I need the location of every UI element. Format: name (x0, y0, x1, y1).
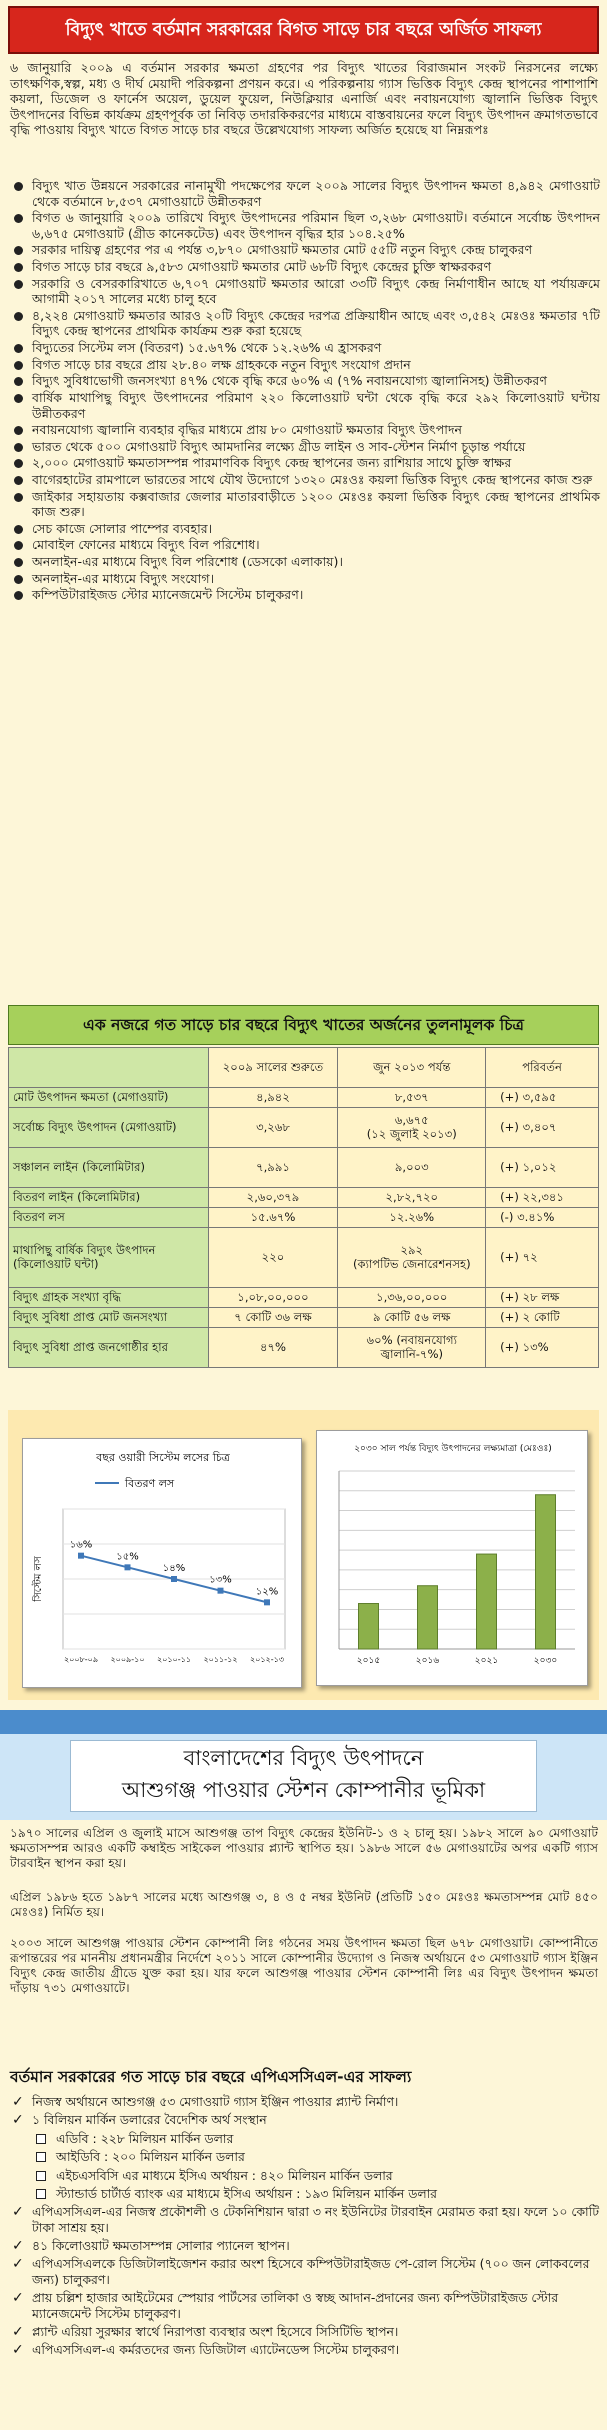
achievement-item (10, 554, 600, 570)
success-item-text: স্ট্যান্ডার্ড চার্টার্ড ব্যাংক এর মাধ্যমে ইসিএ অর্থায়ন : ১৯৩ মিলিয়ন মার্কিন ডলার (56, 2185, 437, 2201)
checkmark-icon: ✓ (12, 2238, 24, 2254)
section2-title-line2: আশুগঞ্জ পাওয়ার স্টেশন কোম্পানীর ভূমিকা (121, 1777, 486, 1802)
checkmark-icon: ✓ (12, 2204, 24, 2221)
cell-2009: ২২০ (208, 1228, 338, 1288)
achievement-text: সেচ কাজে সোলার পাম্পের ব্যবহার। (32, 520, 213, 536)
achievement-text: কম্পিউটারাইজড স্টোর ম্যানেজমেন্ট সিস্টেম চালুকরণ। (32, 587, 304, 603)
x-tick-label: ২০০৮-০৯ (63, 1655, 99, 1664)
bullet-icon (14, 263, 23, 272)
achievement-text: সরকার দায়িত্ব গ্রহণের পর এ পর্যন্ত ৩,৮৭০ মেগাওয়াট ক্ষমতার মোট ৫৫টি নতুন বিদ্যুৎ কেন্দ্র চালুকরণ (32, 242, 533, 258)
achievement-text: বিগত সাড়ে চার বছরে ৯,৫৮৩ মেগাওয়াট ক্ষমতার মোট ৬৮টি বিদ্যুৎ কেন্দ্রের চুক্তি স্বাক্ষরকরণ (32, 259, 492, 275)
comparison-table (8, 1047, 599, 1368)
system-loss-chart-svg (23, 1439, 303, 1689)
checkbox-icon (36, 2152, 46, 2162)
success-item (10, 2168, 600, 2183)
section2-top-bar (0, 1710, 607, 1734)
success-item-text: এইচএসবিসি এর মাধ্যমে ইসিএ অর্থায়ন : ৪২০ মিলিয়ন মার্কিন ডলার (56, 2167, 393, 2183)
x-tick-label: ২০১১-১২ (203, 1655, 238, 1664)
bullet-icon (14, 394, 23, 403)
achievement-item (10, 537, 600, 553)
achievements-list (10, 178, 600, 604)
chart-title: ২০৩০ সাল পর্যন্ত বিদ্যুৎ উৎপাদনের লক্ষ্যমাত্রা (মেঃওঃ) (354, 1444, 552, 1454)
checkmark-icon: ✓ (12, 2342, 24, 2359)
achievement-item (10, 587, 600, 603)
success-item (10, 2290, 600, 2321)
success-item-text: এডিবি : ২২৮ মিলিয়ন মার্কিন ডলার (56, 2130, 234, 2146)
bullet-icon (14, 377, 23, 386)
success-item-text: ১ বিলিয়ন মার্কিন ডলারের বৈদেশিক অর্থ সংস্থান (32, 2112, 267, 2128)
achievement-text: নবায়নযোগ্য জ্বালানি ব্যবহার বৃদ্ধির মাধ্যমে প্রায় ৮০ মেগাওয়াট ক্ষমতার বিদ্যুৎ উৎপাদন (32, 422, 463, 438)
success-item-text: এপিএসসিএল-এ কর্মরতদের জন্য ডিজিটাল এ্যাটেনডেন্স সিস্টেম চালুকরণ। (32, 2342, 400, 2358)
achievement-item (10, 571, 600, 587)
page-title: বিদ্যুৎ খাতে বর্তমান সরকারের বিগত সাড়ে চার বছরে অর্জিত সাফল্য (8, 6, 599, 54)
x-tick-label: ২০০৯-১০ (110, 1655, 145, 1664)
success-item (10, 2112, 600, 2127)
table-row (9, 1088, 599, 1108)
y-axis-label: সিস্টেম লস (33, 1556, 44, 1602)
table-header-change: পরিবর্তন (486, 1048, 599, 1088)
data-label: ১৫% (116, 1551, 139, 1563)
generation-target-chart-svg (317, 1431, 589, 1687)
success-item (10, 2149, 600, 2164)
legend-label: বিতরণ লস (125, 1477, 175, 1490)
row-label: মোট উৎপাদন ক্ষমতা (মেগাওয়াট) (9, 1088, 209, 1108)
achievement-item (10, 178, 600, 209)
achievement-item (10, 472, 600, 488)
cell-change: (+) ২২,৩৪১ (486, 1188, 599, 1208)
data-point (264, 1599, 270, 1605)
checkbox-icon (36, 2171, 46, 2181)
cell-2013: ৬০% (নবায়নযোগ্য জ্বালানি-৭%) (338, 1328, 486, 1368)
achievement-text: অনলাইন-এর মাধ্যমে বিদ্যুৎ বিল পরিশোধ (ডেসকো এলাকায়)। (32, 554, 343, 570)
cell-2013: ১,৩৬,০০,০০০ (338, 1288, 486, 1308)
data-point (125, 1564, 131, 1570)
cell-2009: ১৫.৬৭% (208, 1208, 338, 1228)
achievement-item (10, 439, 600, 455)
row-label: সঞ্চালন লাইন (কিলোমিটার) (9, 1148, 209, 1188)
checkmark-icon: ✓ (12, 2094, 24, 2110)
cell-2009: ৪,৯৪২ (208, 1088, 338, 1108)
achievement-text: বার্ষিক মাথাপিছু বিদ্যুৎ উৎপাদনের পরিমাণ ২২০ কিলোওয়াট ঘন্টা থেকে বৃদ্ধি করে ২৯২ কিলোওয়াট ঘন্টায় উন্নীতকরণ (32, 389, 600, 421)
success-item-text: আইডিবি : ২০০ মিলিয়ন মার্কিন ডলার (56, 2149, 245, 2165)
achievement-text: বিদ্যুৎ খাত উন্নয়নে সরকারের নানামুখী পদক্ষেপের ফলে ২০০৯ সালের বিদ্যুৎ উৎপাদন ক্ষমতা ৪,৯৪২ মেগাওয়াট থেকে বর্তমানে ৮,৫৩৭ মেগাওয়াটে উন্নীতকরণ (32, 178, 600, 209)
row-label: বিদ্যুৎ সুবিধা প্রাপ্ত মোট জনসংখ্যা (9, 1308, 209, 1328)
x-tick-label: ২০১৫ (356, 1656, 381, 1666)
cell-2013: ২,৮২,৭২০ (338, 1188, 486, 1208)
success-item (10, 2131, 600, 2146)
achievement-item (10, 390, 600, 421)
achievement-text: বিদ্যুৎ সুবিধাভোগী জনসংখ্যা ৪৭% থেকে বৃদ্ধি করে ৬০% এ (৭% নবায়নযোগ্য জ্বালানিসহ) উন্নীতকরণ (32, 373, 547, 389)
achievement-text: মোবাইল ফোনের মাধ্যমে বিদ্যুৎ বিল পরিশোধ। (32, 537, 260, 553)
bullet-icon (14, 591, 23, 600)
table-row (9, 1188, 599, 1208)
bullet-icon (14, 575, 23, 584)
section2-title-line1: বাংলাদেশের বিদ্যুৎ উৎপাদনে (183, 1746, 424, 1770)
bullet-icon (14, 459, 23, 468)
bullet-icon (14, 525, 23, 534)
achievement-text: সরকারি ও বেসরকারিখাতে ৬,৭০৭ মেগাওয়াট ক্ষমতার আরো ৩৩টি বিদ্যুৎ কেন্দ্র নির্মাণাধীন আছে যা পর্যায়ক্রমে আগামী ২০১৭ সালের মধ্যে চালু হবে (32, 275, 600, 307)
table-row (9, 1308, 599, 1328)
data-point (78, 1553, 84, 1559)
cell-2013: ১২.২৬% (338, 1208, 486, 1228)
achievement-text: বিগত ৬ জানুয়ারি ২০০৯ তারিখে বিদ্যুৎ উৎপাদনের পরিমান ছিল ৩,২৬৮ মেগাওয়াট। বর্তমানে সর্বোচ্চ উৎপাদন ৬,৬৭৫ মেগাওয়াট (গ্রীড কানেকটেড) এবং উৎপাদন বৃদ্ধির হার ১০৪.২৫% (32, 210, 600, 241)
achievement-item (10, 276, 600, 307)
achievement-text: ভারত থেকে ৫০০ মেগাওয়াট বিদ্যুৎ আমদানির লক্ষ্যে গ্রীড লাইন ও সাব-স্টেশন নির্মাণ চূড়ান্ত পর্যায়ে (32, 438, 526, 454)
checkmark-icon: ✓ (12, 2290, 24, 2307)
achievement-item (10, 455, 600, 471)
achievement-item (10, 210, 600, 241)
row-label: বিদ্যুৎ গ্রাহক সংখ্যা বৃদ্ধি (9, 1288, 209, 1308)
achievement-item (10, 259, 600, 275)
data-label: ১৪% (162, 1563, 186, 1574)
success-item-text: ৪১ কিলোওয়াট ক্ষমতাসম্পন্ন সোলার প্যানেল স্থাপন। (32, 2238, 290, 2253)
cell-2009: ১,০৮,০০,০০০ (208, 1288, 338, 1308)
bullet-icon (14, 182, 23, 191)
cell-change: (+) ৩,৫৯৫ (486, 1088, 599, 1108)
success-item (10, 2256, 600, 2287)
table-header-2009: ২০০৯ সালের শুরুতে (208, 1048, 338, 1088)
bullet-icon (14, 344, 23, 353)
cell-2013: ৯ কোটি ৫৬ লক্ষ (338, 1308, 486, 1328)
x-tick-label: ২০১০-১১ (156, 1655, 192, 1664)
cell-2013: ৯,০০৩ (338, 1148, 486, 1188)
success-item (10, 2342, 600, 2357)
table-row (9, 1108, 599, 1148)
x-tick-label: ২০৩০ (533, 1656, 558, 1666)
achievement-text: জাইকার সহায়তায় কক্সবাজার জেলার মাতারবাড়ীতে ১২০০ মেঃওঃ কয়লা ভিত্তিক বিদ্যুৎ কেন্দ্র স্থাপনের প্রাথমিক কাজ শুরু। (32, 488, 600, 520)
success-item (10, 2204, 600, 2235)
comparison-table-title: এক নজরে গত সাড়ে চার বছরে বিদ্যুৎ খাতের অর্জনের তুলনামূলক চিত্র (8, 1005, 599, 1045)
checkmark-icon: ✓ (12, 2323, 24, 2340)
achievement-item (10, 489, 600, 520)
achievement-text: ৪,২২৪ মেগাওয়াট ক্ষমতার আরও ২০টি বিদ্যুৎ কেন্দ্রের দরপত্র প্রক্রিয়াধীন আছে এবং ৩,৫৪২ মেঃওঃ ক্ষমতার ৭টি বিদ্যুৎ কেন্দ্র স্থাপনের প্রাথমিক কার্যক্রম শুরু করা হয়েছে (32, 307, 600, 339)
achievement-item (10, 242, 600, 258)
bullet-icon (14, 558, 23, 567)
apscl-success-title: বর্তমান সরকারের গত সাড়ে চার বছরে এপিএসসিএল-এর সাফল্য (10, 2068, 412, 2086)
data-point (171, 1576, 177, 1582)
bar (418, 1586, 438, 1649)
success-item (10, 2094, 600, 2109)
bullet-icon (14, 443, 23, 452)
table-header-2013: জুন ২০১৩ পর্যন্ত (338, 1048, 486, 1088)
achievement-text: বিগত সাড়ে চার বছরে প্রায় ২৮.৪০ লক্ষ গ্রাহককে নতুন বিদ্যুৎ সংযোগ প্রদান (32, 356, 411, 372)
bullet-icon (14, 426, 23, 435)
bullet-icon (14, 280, 23, 289)
cell-2009: ৩,২৬৮ (208, 1108, 338, 1148)
x-tick-label: ২০২১ (474, 1656, 499, 1666)
bullet-icon (14, 361, 23, 370)
bullet-icon (14, 214, 23, 223)
bullet-icon (14, 541, 23, 550)
row-label: সর্বোচ্চ বিদ্যুৎ উৎপাদন (মেগাওয়াট) (9, 1108, 209, 1148)
bar (359, 1604, 379, 1649)
row-label: বিতরণ লস (9, 1208, 209, 1228)
achievement-item (10, 422, 600, 438)
table-row (9, 1328, 599, 1368)
bullet-icon (14, 246, 23, 255)
cell-2013: ৬,৬৭৫ (১২ জুলাই ২০১৩) (338, 1108, 486, 1148)
cell-change: (-) ৩.৪১% (486, 1208, 599, 1228)
bullet-icon (14, 312, 23, 321)
generation-target-chart (316, 1430, 588, 1686)
success-item (10, 2186, 600, 2201)
cell-change: (+) ৩,৪০৭ (486, 1108, 599, 1148)
apscl-success-list (10, 2094, 600, 2361)
data-point (218, 1588, 224, 1594)
section2-paragraph-2: এপ্রিল ১৯৮৬ হতে ১৯৮৭ সালের মধ্যে আশুগঞ্জ ৩, ৪ ও ৫ নম্বর ইউনিট (প্রতিটি ১৫০ মেঃওঃ ক্ষমতাসম্পন্ন মোট ৪৫০ মেঃওঃ) নির্মিত হয়। (10, 1890, 598, 1919)
bar (477, 1554, 497, 1649)
x-tick-label: ২০১৬ (415, 1656, 440, 1666)
table-row (9, 1148, 599, 1188)
row-label: বিদ্যুৎ সুবিধা প্রাপ্ত জনগোষ্ঠীর হার (9, 1328, 209, 1368)
cell-2009: ৭,৯৯১ (208, 1148, 338, 1188)
cell-2009: ৪৭% (208, 1328, 338, 1368)
achievement-item (10, 340, 600, 356)
cell-2009: ৭ কোটি ৩৬ লক্ষ (208, 1308, 338, 1328)
achievement-item (10, 521, 600, 537)
data-label: ১৩% (209, 1574, 232, 1586)
cell-change: (+) ২ কোটি (486, 1308, 599, 1328)
cell-change: (+) ২৮ লক্ষ (486, 1288, 599, 1308)
cell-change: (+) ৭২ (486, 1228, 599, 1288)
row-label: মাথাপিছু বার্ষিক বিদ্যুৎ উৎপাদন (কিলোওয়াট ঘন্টা) (9, 1228, 209, 1288)
bullet-icon (14, 493, 23, 502)
success-item-text: নিজস্ব অর্থায়নে আশুগঞ্জ ৫৩ মেগাওয়াট গ্যাস ইঞ্জিন পাওয়ার প্ল্যান্ট নির্মাণ। (32, 2094, 399, 2109)
charts-area (8, 1410, 599, 1700)
system-loss-chart (22, 1438, 302, 1688)
success-item-text: প্রায় চল্লিশ হাজার আইটেমের স্পেয়ার পার্টসের তালিকা ও স্বচ্ছ আদান-প্রদানের জন্য কম্পিউটারাইজড স্টোর ম্যানেজমেন্ট সিস্টেম চালুকরণ। (32, 2290, 559, 2321)
achievement-text: ২,০০০ মেগাওয়াট ক্ষমতাসম্পন্ন পারমাণবিক বিদ্যুৎ কেন্দ্র স্থাপনের জন্য রাশিয়ার সাথে চুক্তি স্বাক্ষর (32, 455, 512, 471)
x-tick-label: ২০১২-১৩ (249, 1655, 285, 1664)
cell-change: (+) ১৩% (486, 1328, 599, 1368)
achievement-text: অনলাইন-এর মাধ্যমে বিদ্যুৎ সংযোগ। (32, 570, 215, 586)
achievement-text: বিদ্যুতের সিস্টেম লস (বিতরণ) ১৫.৬৭% থেকে ১২.২৬% এ হ্রাসকরণ (32, 340, 382, 356)
table-row (9, 1288, 599, 1308)
achievement-item (10, 373, 600, 389)
success-item (10, 2324, 600, 2339)
intro-paragraph: ৬ জানুয়ারি ২০০৯ এ বর্তমান সরকার ক্ষমতা গ্রহণের পর বিদ্যুৎ খাতের বিরাজমান সংকট নিরসনের লক্ষ্যে তাৎক্ষণিক,স্বল্প, মধ্য ও দীর্ঘ মেয়াদী পরিকল্পনা প্রণয়ন করে। এ পরিকল্পনায় গ্যাস ভিত্তিক বিদ্যুৎ কেন্দ্র স্থাপনের পাশাপাশি কয়লা, ডিজেল ও ফার্নেস অয়েল, ডুয়েল ফুয়েল, নিউক্লিয়ার এনার্জি এবং নবায়নযোগ্য জ্বালানি ভিত্তিক বিদ্যুৎ উৎপাদনের বিভিন্ন কার্যক্রম গ্রহণপূর্বক তা নিবিড় তদারকিকরণের মাধ্যমে বাস্তবায়নের ফলে বিদ্যুৎ উৎপাদন ক্রমাগতভাবে বৃদ্ধি পাওয়ায় বিদ্যুৎ খাতে বিগত সাড়ে চার বছরে উল্লেখযোগ্য সাফল্য অর্জিত হয়েছে যা নিম্নরূপঃ (10, 60, 598, 138)
section2-paragraph-3: ২০০৩ সালে আশুগঞ্জ পাওয়ার স্টেশন কোম্পানী লিঃ গঠনের সময় উৎপাদন ক্ষমতা ছিল ৬৭৮ মেগাওয়াট। কোম্পানীতে রূপান্তরের পর মাননীয় প্রধানমন্ত্রীর নির্দেশে ২০১১ সালে কোম্পানীর উদ্যোগ ও নিজস্ব অর্থায়নে ৫৩ মেগাওয়াট গ্যাস ইঞ্জিন বিদ্যুৎ কেন্দ্র জাতীয় গ্রীডে যুক্ত করা হয়। যার ফলে আশুগঞ্জ পাওয়ার স্টেশন কোম্পানী লিঃ এর বিদ্যুৎ উৎপাদন ক্ষমতা দাঁড়ায় ৭৩১ মেগাওয়াটে। (10, 1936, 598, 1995)
table-header-label (9, 1048, 209, 1088)
data-label: ১২% (255, 1586, 279, 1598)
success-item (10, 2238, 600, 2253)
achievement-text: বাগেরহাটের রামপালে ভারতের সাথে যৌথ উদ্যোগে ১৩২০ মেঃওঃ কয়লা ভিত্তিক বিদ্যুৎ কেন্দ্র স্থাপনের কাজ শুরু (32, 471, 593, 487)
achievement-item (10, 357, 600, 373)
cell-2013: ২৯২ (ক্যাপটিভ জেনারেশনসহ) (338, 1228, 486, 1288)
cell-2009: ২,৬০,৩৭৯ (208, 1188, 338, 1208)
row-label: বিতরণ লাইন (কিলোমিটার) (9, 1188, 209, 1208)
cell-change: (+) ১,০১২ (486, 1148, 599, 1188)
cell-2013: ৮,৫৩৭ (338, 1088, 486, 1108)
achievement-item (10, 308, 600, 339)
section2-title (70, 1740, 537, 1812)
checkbox-icon (36, 2134, 46, 2144)
success-item-text: এপিএসসিএলকে ডিজিটালাইজেশন করার অংশ হিসেবে কম্পিউটারাইজড পে-রোল সিস্টেম (৭০০ জন লোকবলের জন্য) চালুকরণ। (32, 2256, 590, 2287)
success-item-text: প্ল্যান্ট এরিয়া সুরক্ষার স্বার্থে নিরাপত্তা ব্যবস্থার অংশ হিসেবে সিসিটিভি স্থাপন। (32, 2323, 399, 2339)
bar (536, 1495, 556, 1649)
chart-title: বছর ওয়ারী সিস্টেম লসের চিত্র (96, 1451, 230, 1464)
checkmark-icon: ✓ (12, 2256, 24, 2273)
checkmark-icon: ✓ (12, 2112, 24, 2129)
table-row (9, 1208, 599, 1228)
data-label: ১৬% (69, 1539, 93, 1551)
section2-paragraph-1: ১৯৭০ সালের এপ্রিল ও জুলাই মাসে আশুগঞ্জ তাপ বিদ্যুৎ কেন্দ্রের ইউনিট-১ ও ২ চালু হয়। ১৯৮২ সালে ৯০ মেগাওয়াট ক্ষমতাসম্পন্ন আরও একটি কম্বাইন্ড সাইকেল পাওয়ার প্ল্যান্ট স্থাপিত হয়। ১৯৮৬ সালে ৫৬ মেগাওয়াটের অপর একটি গ্যাস টারবাইন স্থাপন করা হয়। (10, 1826, 598, 1870)
bullet-icon (14, 476, 23, 485)
checkbox-icon (36, 2189, 46, 2199)
table-row (9, 1228, 599, 1288)
success-item-text: এপিএসসিএল-এর নিজস্ব প্রকৌশলী ও টেকনিশিয়ান দ্বারা ৩ নং ইউনিটের টারবাইন মেরামত করা হয়। ফলে ১০ কোটি টাকা সাশ্রয় হয়। (32, 2204, 599, 2235)
